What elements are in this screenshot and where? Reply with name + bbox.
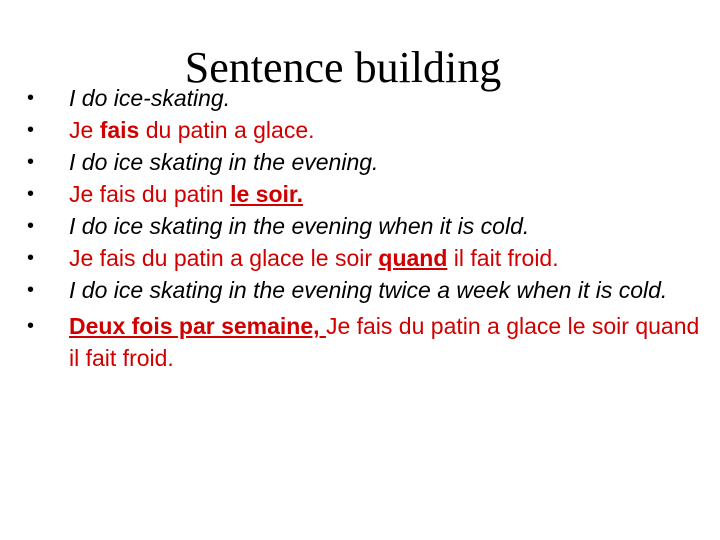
bullet-item-english	[0, 82, 700, 114]
bullet-text: Je fais du patin a glace le soir quand il fait froid.	[69, 313, 700, 371]
highlight-verb: fais	[99, 117, 140, 143]
bullet-dot-icon: •	[27, 315, 35, 337]
bullet-text: du patin a glace.	[139, 117, 315, 143]
bullet-item-english	[0, 274, 700, 306]
bullet-dot-icon: •	[27, 279, 35, 301]
bullet-dot-icon: •	[27, 87, 35, 109]
bullet-text: I do ice skating in the evening twice a week when it is cold.	[69, 277, 668, 303]
bullet-text: I do ice skating in the evening when it is cold.	[69, 213, 530, 239]
bullet-text: Je fais du patin a glace le soir	[69, 245, 379, 271]
bullet-dot-icon: •	[27, 151, 35, 173]
bullet-item-english	[0, 146, 700, 178]
slide-title: Sentence building	[184, 43, 502, 92]
bullet-item-french	[0, 242, 700, 274]
bullet-item-french	[0, 178, 700, 210]
bullet-dot-icon: •	[27, 183, 35, 205]
bullet-text: Je fais du patin	[69, 181, 231, 207]
bullet-text: Je	[69, 117, 100, 143]
bullet-list	[0, 82, 700, 374]
bullet-text: il fait froid.	[447, 245, 559, 271]
bullet-dot-icon: •	[27, 247, 35, 269]
highlight-time-phrase: le soir.	[230, 181, 303, 207]
bullet-item-french	[0, 310, 700, 374]
bullet-item-english	[0, 210, 700, 242]
bullet-text: I do ice-skating.	[69, 85, 231, 111]
bullet-item-french	[0, 114, 700, 146]
highlight-frequency-phrase: Deux fois par semaine,	[69, 313, 326, 339]
bullet-text: I do ice skating in the evening.	[69, 149, 379, 175]
highlight-conjunction: quand	[378, 245, 448, 271]
bullet-dot-icon: •	[27, 119, 35, 141]
bullet-dot-icon: •	[27, 215, 35, 237]
